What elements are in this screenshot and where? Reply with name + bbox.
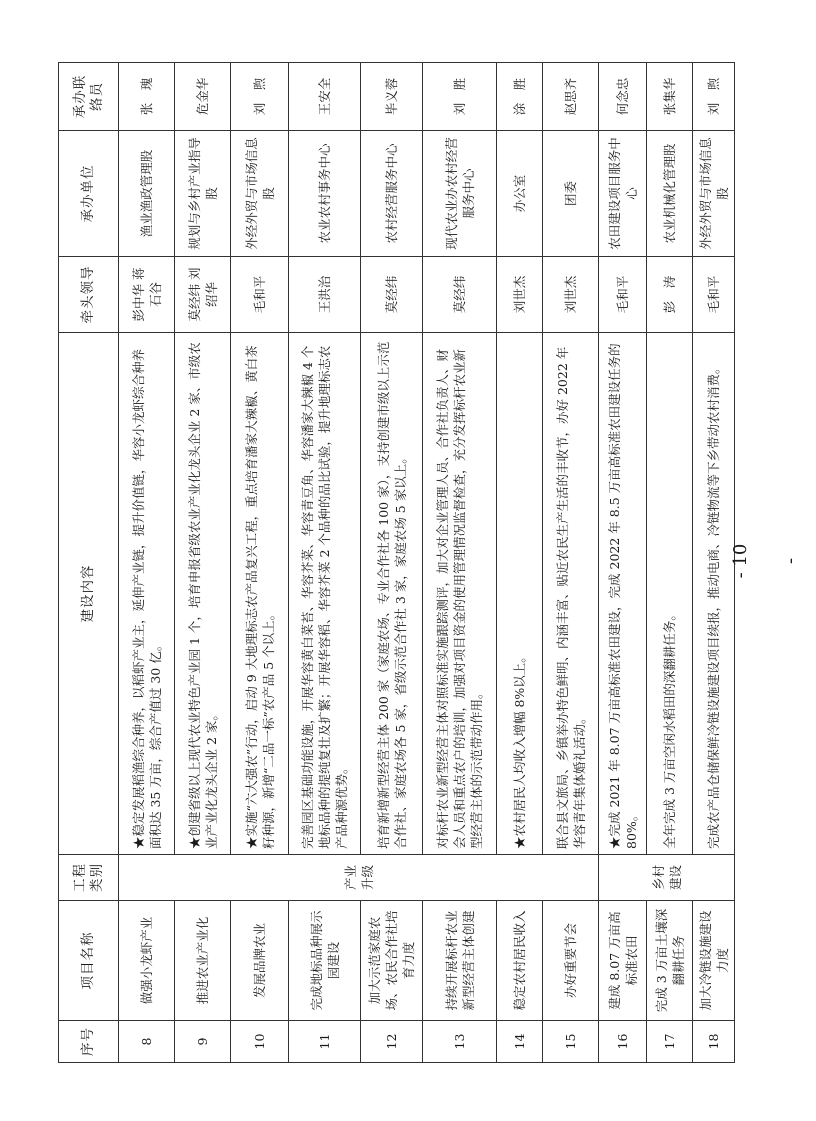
row-project-name: 做强小龙虾产业 xyxy=(119,901,175,1021)
row-leader: 莫经纬 xyxy=(423,257,497,333)
row-liaison: 何念忠 xyxy=(599,63,647,131)
row-liaison: 张集华 xyxy=(647,63,693,131)
row-leader: 彭中华 蒋石谷 xyxy=(119,257,175,333)
table-row xyxy=(599,63,647,1063)
row-unit: 现代农业办农村经营服务中心 xyxy=(423,131,497,257)
row-seq: 17 xyxy=(647,1021,693,1063)
row-liaison: 涂 胜 xyxy=(497,63,543,131)
row-seq: 13 xyxy=(423,1021,497,1063)
row-seq: 9 xyxy=(175,1021,231,1063)
row-seq: 11 xyxy=(289,1021,361,1063)
row-project-name: 发展品牌农业 xyxy=(231,901,289,1021)
row-unit: 外经外贸与市场信息股 xyxy=(693,131,735,257)
category-industry-upgrade: 产业升级 xyxy=(119,855,599,901)
row-seq: 14 xyxy=(497,1021,543,1063)
row-unit: 团委 xyxy=(543,131,599,257)
row-leader: 王洪治 xyxy=(289,257,361,333)
row-content: 完成农产品仓储保鲜冷链设施建设项目续报，推动电商、冷链物流等下乡带动农村消费。 xyxy=(693,333,735,855)
row-leader: 刘世杰 xyxy=(543,257,599,333)
row-liaison: 王安全 xyxy=(289,63,361,131)
row-content: 联合县文旅局、乡镇举办特色鲜明、内涵丰富、贴近农民生产生活的丰收节，办好 2022 年华容青年集体婚礼活动。 xyxy=(543,333,599,855)
row-project-name: 完成 3 万亩土壤深翻耕任务 xyxy=(647,901,693,1021)
row-project-name: 完成地标品种展示园建设 xyxy=(289,901,361,1021)
row-leader: 莫经纬 xyxy=(361,257,423,333)
row-liaison: 危金华 xyxy=(175,63,231,131)
header-category: 工程类别 xyxy=(59,855,119,901)
row-leader: 莫经纬 刘绍华 xyxy=(175,257,231,333)
row-seq: 16 xyxy=(599,1021,647,1063)
row-project-name: 办好重要节会 xyxy=(543,901,599,1021)
row-seq: 12 xyxy=(361,1021,423,1063)
row-project-name: 加大示范家庭农场、农民合作社培育力度 xyxy=(361,901,423,1021)
header-content: 建设内容 xyxy=(59,333,119,855)
row-liaison: 刘 煦 xyxy=(693,63,735,131)
page-number: - 10 - xyxy=(730,543,801,579)
header-name: 项目名称 xyxy=(59,901,119,1021)
table-row xyxy=(289,63,361,1063)
row-leader: 毛和平 xyxy=(599,257,647,333)
row-content: 完善园区基础功能设施，开展华容黄白菜苔、华容芥菜、华容青豆角、华容潘家大辣椒 4 个地标品种的提纯复壮及扩繁；开展华容稻、华容芥菜 2 个品种的品比试验，提升地理标志农产品种源优势。 xyxy=(289,333,361,855)
row-content: 全年完成 3 万亩空闲水稻田的深翻耕任务。 xyxy=(647,333,693,855)
row-unit: 农业农村事务中心 xyxy=(289,131,361,257)
row-liaison: 刘 煦 xyxy=(231,63,289,131)
row-unit: 农业机械化管理股 xyxy=(647,131,693,257)
row-project-name: 建成 8.07 万亩高标准农田 xyxy=(599,901,647,1021)
row-liaison: 张 瑰 xyxy=(119,63,175,131)
row-unit: 农田建设项目服务中心 xyxy=(599,131,647,257)
header-seq: 序号 xyxy=(59,1021,119,1063)
row-content: ★创建省级以上现代农业特色产业园 1 个，培育申报省级农业产业化龙头企业 2 家、市级农业产业化龙头企业 2 家。 xyxy=(175,333,231,855)
table-row xyxy=(543,63,599,1063)
row-project-name: 稳定农村居民收入 xyxy=(497,901,543,1021)
row-leader: 毛和平 xyxy=(693,257,735,333)
row-content: 对标杆农业新型经营主体对照标准实施跟踪测评，加大对企业管理人员、合作社负责人、财会人员和重点农户的培训，加强对项目资金的使用管理情况监督检查，充分发挥标杆农业新型经营主体的示范带动作用。 xyxy=(423,333,497,855)
header-unit: 承办单位 xyxy=(59,131,119,257)
table-row xyxy=(231,63,289,1063)
row-seq: 8 xyxy=(119,1021,175,1063)
row-unit: 办公室 xyxy=(497,131,543,257)
row-unit: 外经外贸与市场信息股 xyxy=(231,131,289,257)
table-row xyxy=(497,63,543,1063)
row-content: 培育新增新型经营主体 200 家（家庭农场、专业合作社各 100 家），支持创建市级以上示范合作社、家庭农场各 5 家，省级示范合作社 3 家，家庭农场 5 家以上。 xyxy=(361,333,423,855)
row-content: ★完成 2021 年 8.07 万亩高标准农田建设，完成 2022 年 8.5 万亩高标准农田建设任务的 80%。 xyxy=(599,333,647,855)
row-unit: 渔业渔政管理股 xyxy=(119,131,175,257)
row-liaison: 赵思齐 xyxy=(543,63,599,131)
row-unit: 规划与乡村产业指导股 xyxy=(175,131,231,257)
row-content: ★稳定发展稻渔综合种养，以稻虾产业主，延伸产业链，提升价值链，华容小龙虾综合种养面积达 35 万亩，综合产值过 30 亿。 xyxy=(119,333,175,855)
table-row xyxy=(361,63,423,1063)
rotated-table-container xyxy=(58,63,732,1063)
row-project-name: 加大冷链设施建设力度 xyxy=(693,901,735,1021)
row-unit: 农村经营服务中心 xyxy=(361,131,423,257)
row-project-name: 持续开展标杆农业新型经营主体创建 xyxy=(423,901,497,1021)
row-content: ★农村居民人均收入增幅 8%以上。 xyxy=(497,333,543,855)
header-liaison: 承办联络员 xyxy=(59,63,119,131)
row-content: ★实施“六大强农”行动，启动 9 大地理标志农产品复兴工程，重点培育潘家大辣椒、黄白茶籽种源，新增“二品一标”农产品 5 个以上。 xyxy=(231,333,289,855)
row-leader: 彭 涛 xyxy=(647,257,693,333)
project-table xyxy=(58,62,735,1063)
table-row xyxy=(175,63,231,1063)
table-row xyxy=(119,63,175,1063)
table-row xyxy=(423,63,497,1063)
table-row xyxy=(647,63,693,1063)
row-leader: 毛和平 xyxy=(231,257,289,333)
row-seq: 15 xyxy=(543,1021,599,1063)
row-liaison: 毕义蓉 xyxy=(361,63,423,131)
header-row xyxy=(59,63,119,1063)
row-leader: 刘世杰 xyxy=(497,257,543,333)
row-seq: 10 xyxy=(231,1021,289,1063)
row-seq: 18 xyxy=(693,1021,735,1063)
category-rural-construction: 乡村建设 xyxy=(599,855,735,901)
row-liaison: 刘 胜 xyxy=(423,63,497,131)
header-leader: 牵头领导 xyxy=(59,257,119,333)
row-project-name: 推进农业产业化 xyxy=(175,901,231,1021)
